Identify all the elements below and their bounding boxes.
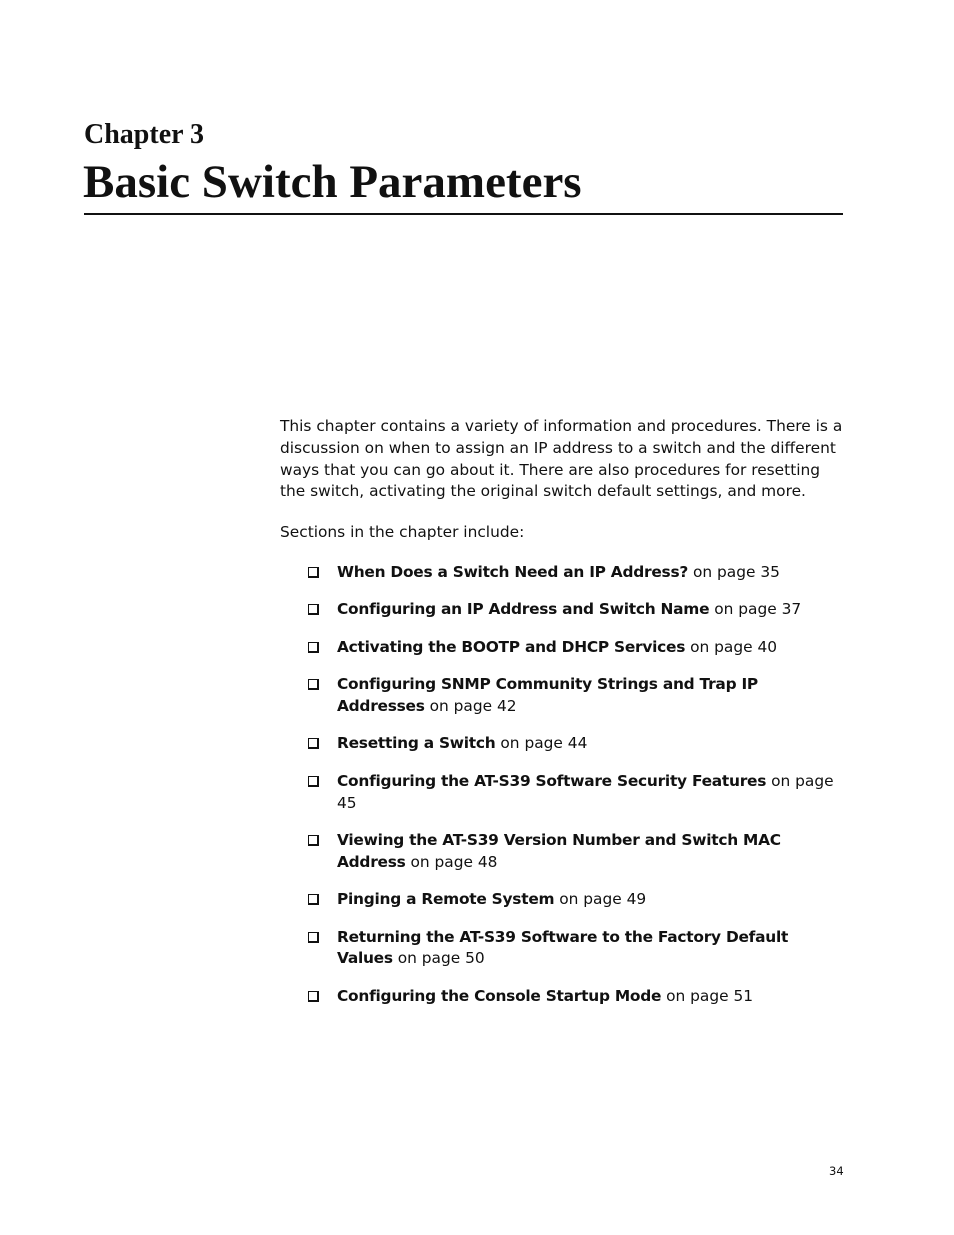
page-reference: on page 45 bbox=[337, 771, 834, 812]
section-title[interactable]: Returning the AT-S39 Software to the Factory Default Values bbox=[337, 927, 789, 968]
checkbox-icon bbox=[308, 738, 319, 749]
intro-paragraph: This chapter contains a variety of information and procedures. There is a discussion on when to assign an IP address to a switch and the different ways that you can go about it. There are also procedures for resetting the switch, activating the original switch default settings, and more. bbox=[280, 417, 843, 501]
section-title[interactable]: Configuring the Console Startup Mode bbox=[337, 986, 662, 1005]
title-rule bbox=[84, 213, 843, 215]
list-item[interactable] bbox=[308, 830, 848, 874]
chapter-label: Chapter 3 bbox=[84, 119, 205, 150]
page-reference: on page 42 bbox=[429, 696, 517, 715]
chapter-title: Basic Switch Parameters bbox=[83, 156, 582, 208]
sections-intro: Sections in the chapter include: bbox=[280, 523, 525, 541]
checkbox-icon bbox=[308, 642, 319, 653]
section-title[interactable]: Resetting a Switch bbox=[337, 734, 496, 753]
checkbox-icon bbox=[308, 932, 319, 943]
list-item[interactable] bbox=[308, 733, 848, 755]
list-item[interactable] bbox=[308, 674, 848, 718]
page-reference: on page 44 bbox=[500, 734, 588, 753]
section-title[interactable]: Configuring an IP Address and Switch Name bbox=[337, 600, 710, 619]
list-item[interactable] bbox=[308, 986, 848, 1008]
page-reference: on page 51 bbox=[666, 986, 754, 1005]
section-title[interactable]: Activating the BOOTP and DHCP Services bbox=[337, 637, 686, 656]
checkbox-icon bbox=[308, 776, 319, 787]
section-title[interactable]: Configuring the AT-S39 Software Security Features bbox=[337, 771, 767, 790]
checkbox-icon bbox=[308, 991, 319, 1002]
list-item[interactable] bbox=[308, 889, 848, 911]
page-reference: on page 48 bbox=[410, 852, 498, 871]
page-reference: on page 37 bbox=[714, 600, 802, 619]
page-reference: on page 40 bbox=[690, 637, 778, 656]
list-item[interactable] bbox=[308, 562, 848, 584]
list-item[interactable] bbox=[308, 927, 848, 971]
list-item[interactable] bbox=[308, 637, 848, 659]
section-title[interactable]: Pinging a Remote System bbox=[337, 890, 555, 909]
section-title[interactable]: Viewing the AT-S39 Version Number and Switch MAC Address bbox=[337, 830, 781, 871]
page-reference: on page 49 bbox=[559, 890, 647, 909]
checkbox-icon bbox=[308, 604, 319, 615]
list-item[interactable] bbox=[308, 599, 848, 621]
list-item[interactable] bbox=[308, 771, 848, 815]
checkbox-icon bbox=[308, 567, 319, 578]
checkbox-icon bbox=[308, 894, 319, 905]
section-list bbox=[308, 562, 848, 1023]
section-title[interactable]: When Does a Switch Need an IP Address? bbox=[337, 563, 689, 581]
checkbox-icon bbox=[308, 835, 319, 846]
section-title[interactable]: Configuring SNMP Community Strings and Trap IP Addresses bbox=[337, 675, 758, 715]
checkbox-icon bbox=[308, 679, 319, 690]
page-number: 34 bbox=[829, 1164, 844, 1178]
page-reference: on page 35 bbox=[692, 563, 780, 581]
page-reference: on page 50 bbox=[397, 949, 485, 968]
